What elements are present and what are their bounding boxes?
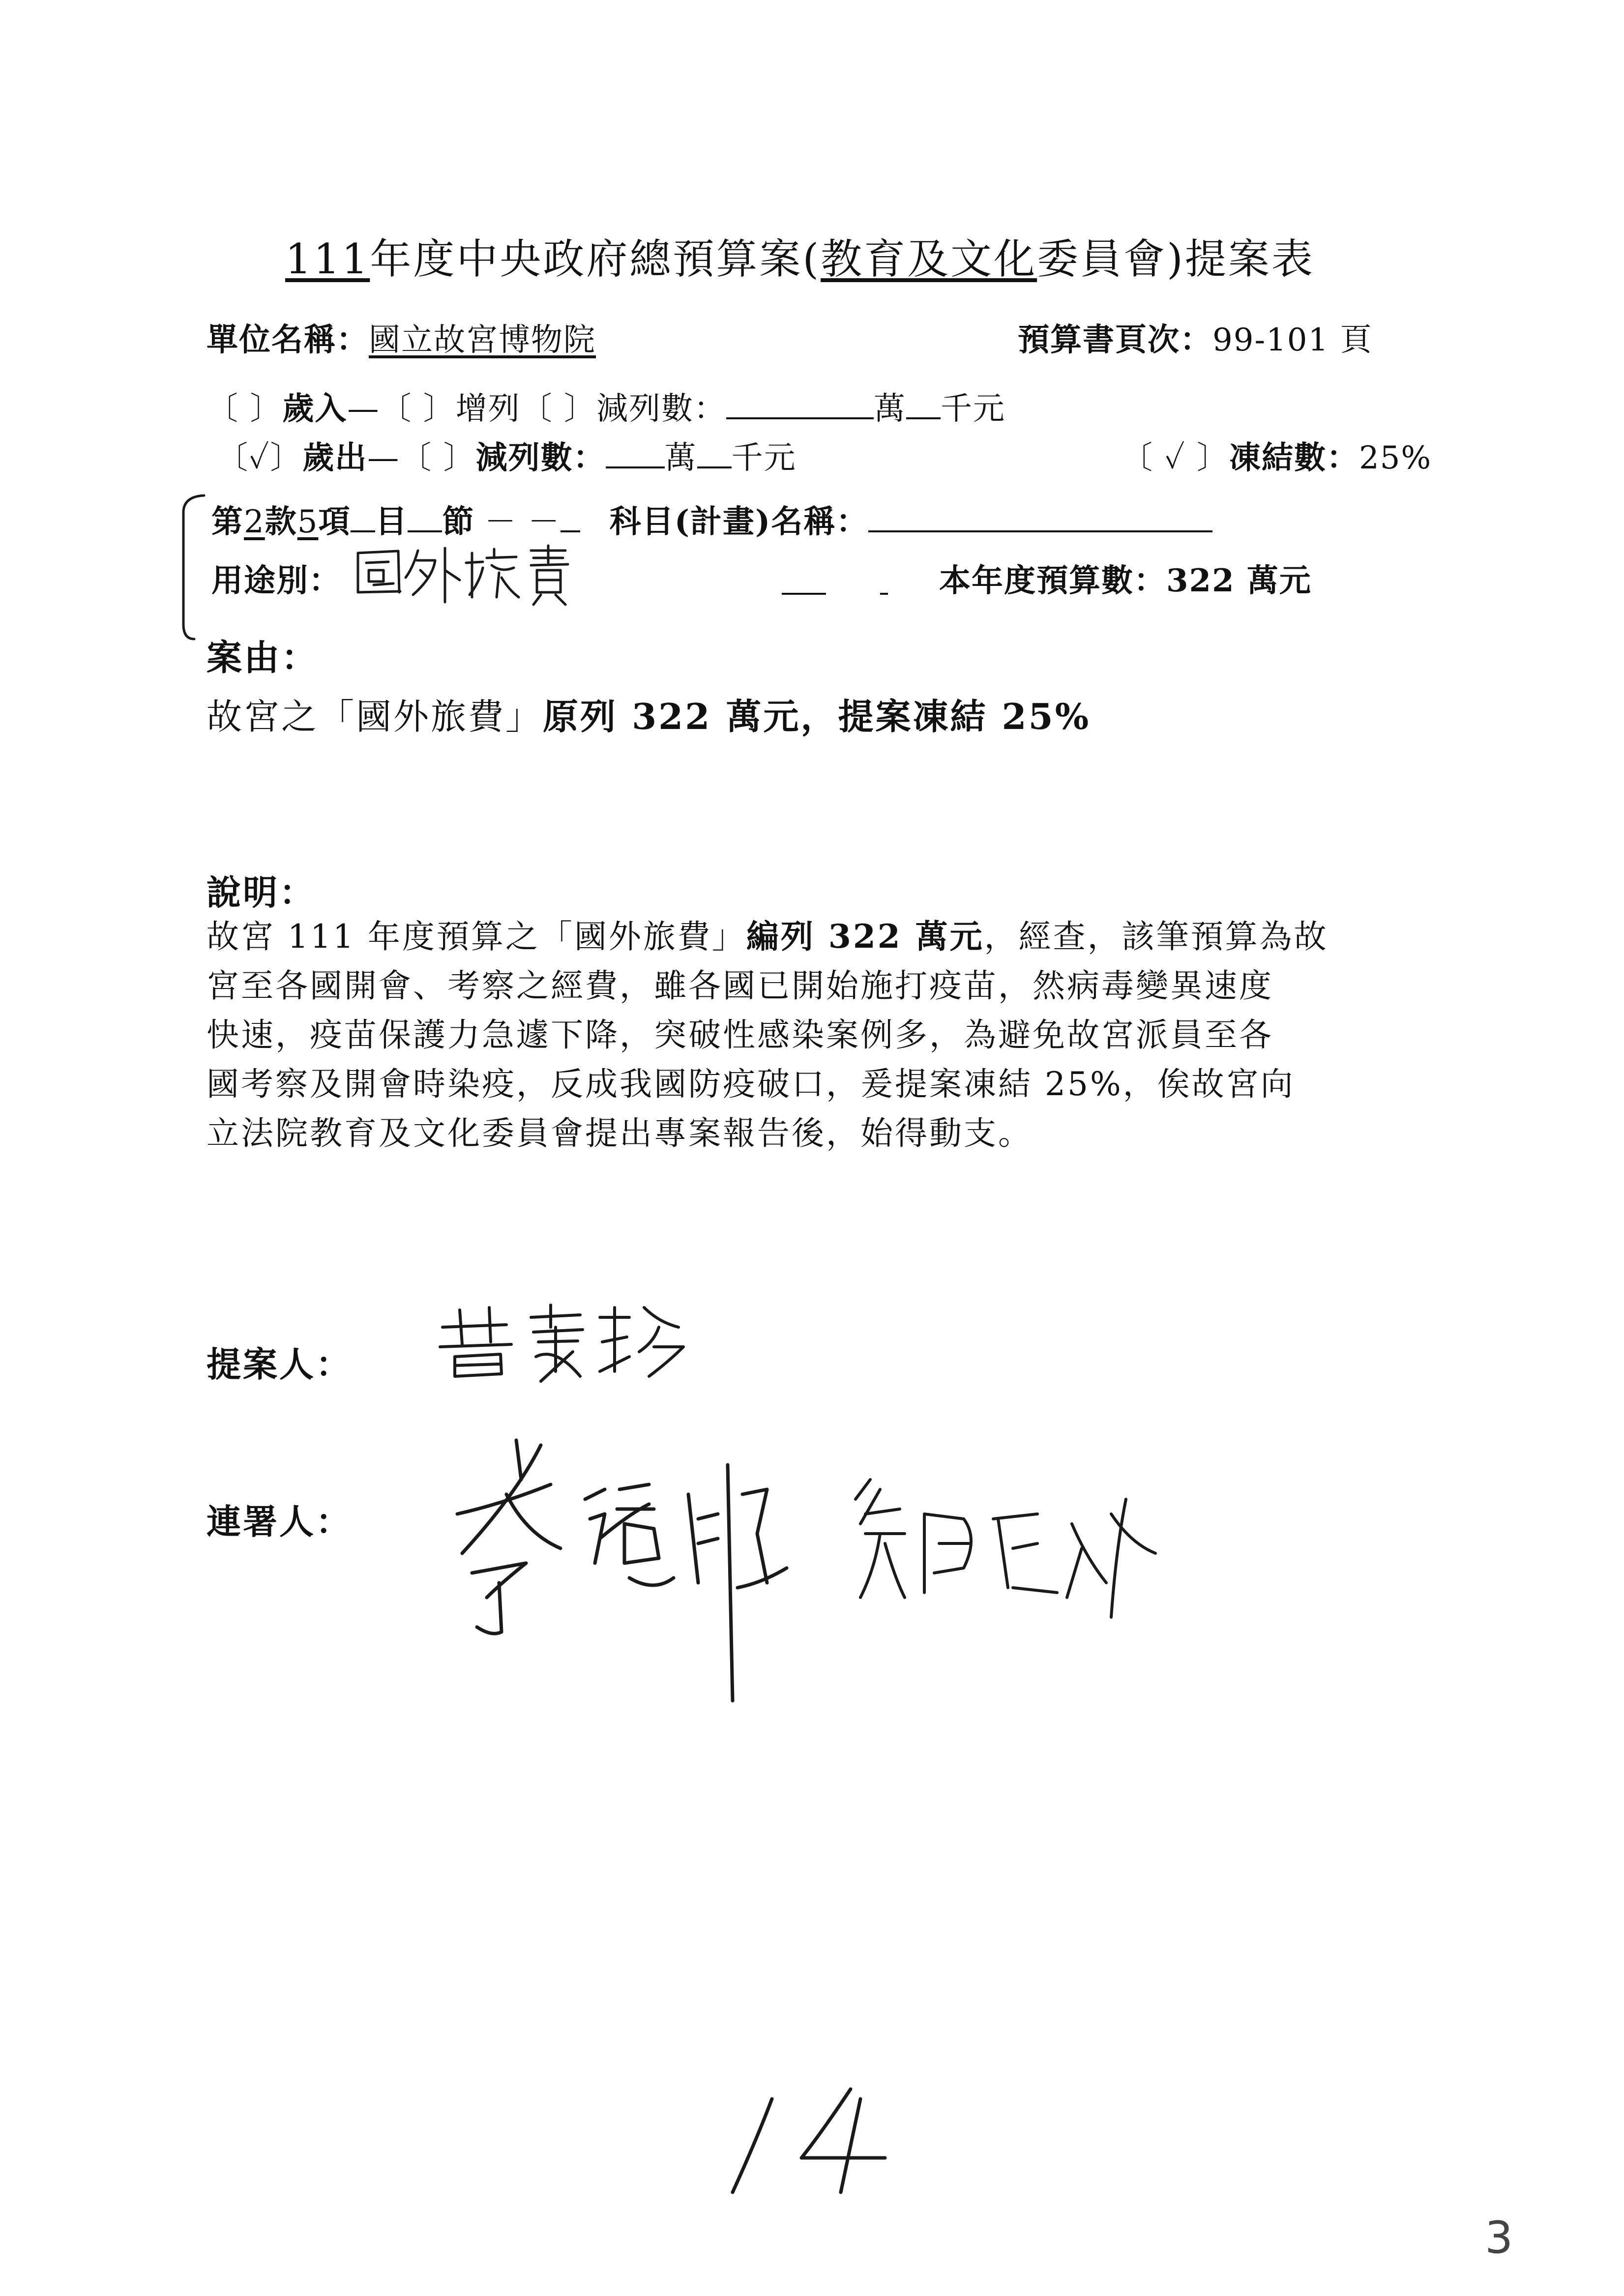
- item-mu: 目: [375, 503, 408, 540]
- budget-page-value: 99-101 頁: [1212, 322, 1373, 358]
- revenue-row: [207, 383, 1005, 429]
- budget-page-row: [1018, 315, 1373, 360]
- annual-budget-row: [939, 555, 1312, 601]
- reason-heading: 案由：: [207, 637, 319, 678]
- title-suffix: 委員會)提案表: [1037, 235, 1315, 283]
- proposer-signature: [433, 1298, 708, 1391]
- explanation-line-1-start: 故宮 111 年度預算之「國外旅費」: [207, 918, 746, 956]
- reason-text-start: 故宮之「國外旅費」: [207, 696, 543, 737]
- explanation-line-1-end: ，經查，該筆預算為故: [984, 918, 1329, 956]
- item-xiang-number: 5: [297, 504, 319, 540]
- cosigner-signature-2: [851, 1470, 1165, 1627]
- reason-text-bold: 原列 322 萬元，提案凍結 25%: [543, 696, 1091, 737]
- item-row: [211, 496, 1212, 542]
- revenue-label: 歲入: [282, 390, 348, 427]
- usage-blank-1: [782, 565, 826, 595]
- expenditure-dash: —: [367, 440, 400, 476]
- usage-handwriting: [354, 543, 575, 607]
- expenditure-decrease-checkbox: 〔 〕: [400, 440, 476, 476]
- explanation-line-2: 宮至各國開會、考察之經費，雖各國已開始施打疫苗，然病毒變異速度: [207, 967, 1273, 1005]
- item-kuan: 款: [265, 503, 297, 540]
- expenditure-checkbox: 〔✓〕: [216, 440, 303, 476]
- corner-mark: 3: [1485, 2212, 1513, 2264]
- revenue-increase-checkbox: 〔 〕: [380, 391, 456, 427]
- explanation-body: [207, 912, 1329, 1158]
- usage-row: [211, 555, 341, 601]
- expenditure-row: [216, 433, 797, 478]
- item-di: 第: [211, 503, 244, 540]
- expenditure-qian-blank: [697, 439, 732, 468]
- item-jie-blank: [408, 503, 442, 532]
- item-jie: 節: [442, 503, 475, 540]
- revenue-checkbox: 〔 〕: [207, 391, 283, 427]
- freeze-row: [1121, 433, 1432, 478]
- explanation-line-3: 快速，疫苗保護力急遽下降，突破性感染案例多，為避免故宮派員至各: [207, 1016, 1273, 1054]
- freeze-checkbox: 〔 ✓ 〕: [1121, 440, 1229, 476]
- form-title: [285, 226, 1315, 286]
- usage-label: 用途別：: [211, 562, 341, 599]
- revenue-wan: 萬: [874, 391, 907, 427]
- usage-blank-wrap: [782, 565, 888, 603]
- revenue-qian-blank: [906, 390, 941, 419]
- cosigner-signature-1: [443, 1435, 816, 1711]
- unit-label: 單位名稱：: [207, 321, 369, 358]
- annual-budget-value: 322 萬元: [1166, 562, 1312, 599]
- expenditure-decrease-label: 減列數：: [475, 439, 606, 476]
- proposer-label: 提案人：: [207, 1344, 352, 1385]
- item-xiang: 項: [318, 503, 351, 540]
- annual-budget-label: 本年度預算數：: [939, 562, 1166, 599]
- budget-page-label: 預算書頁次：: [1018, 321, 1212, 358]
- freeze-label: 凍結數：: [1229, 439, 1359, 476]
- explanation-line-4: 國考察及開會時染疫，反成我國防疫破口，爰提案凍結 25%，俟故宮向: [207, 1065, 1295, 1103]
- unit-value: 國立故宮博物院: [369, 322, 596, 358]
- revenue-increase-label: 增列: [455, 391, 521, 427]
- expenditure-wan: 萬: [664, 440, 697, 476]
- expenditure-wan-blank: [606, 439, 665, 468]
- item-dash-blank: [561, 503, 580, 532]
- unit-row: [207, 315, 596, 360]
- item-dashes: － －: [484, 504, 561, 540]
- explanation-line-5: 立法院教育及文化委員會提出專案報告後，始得動支。: [207, 1114, 1033, 1152]
- expenditure-label: 歲出: [302, 439, 368, 476]
- reason-text: [207, 688, 1091, 739]
- item-mu-blank: [351, 503, 375, 532]
- revenue-wan-blank: [726, 390, 874, 419]
- freeze-value: 25%: [1358, 440, 1432, 476]
- revenue-dash: —: [347, 391, 380, 427]
- revenue-qian: 千元: [941, 391, 1006, 427]
- usage-blank-2: [880, 565, 888, 595]
- bracket-mark: [175, 492, 214, 649]
- item-kuan-number: 2: [244, 504, 265, 540]
- subject-blank: [868, 503, 1212, 532]
- expenditure-qian: 千元: [731, 440, 797, 476]
- explanation-line-1-bold: 編列 322 萬元: [746, 917, 984, 956]
- title-year: 111: [285, 235, 370, 283]
- title-committee: 教育及文化: [821, 235, 1037, 283]
- explanation-line-1: [207, 912, 1329, 961]
- subject-label: 科目(計畫)名稱：: [609, 503, 869, 540]
- explanation-heading: 說明：: [207, 872, 316, 913]
- revenue-decrease-label: 減列數：: [596, 391, 727, 427]
- revenue-decrease-checkbox: 〔 〕: [520, 391, 597, 427]
- cosigner-label: 連署人：: [207, 1501, 352, 1542]
- title-prefix: 年度中央政府總預算案(: [370, 235, 821, 283]
